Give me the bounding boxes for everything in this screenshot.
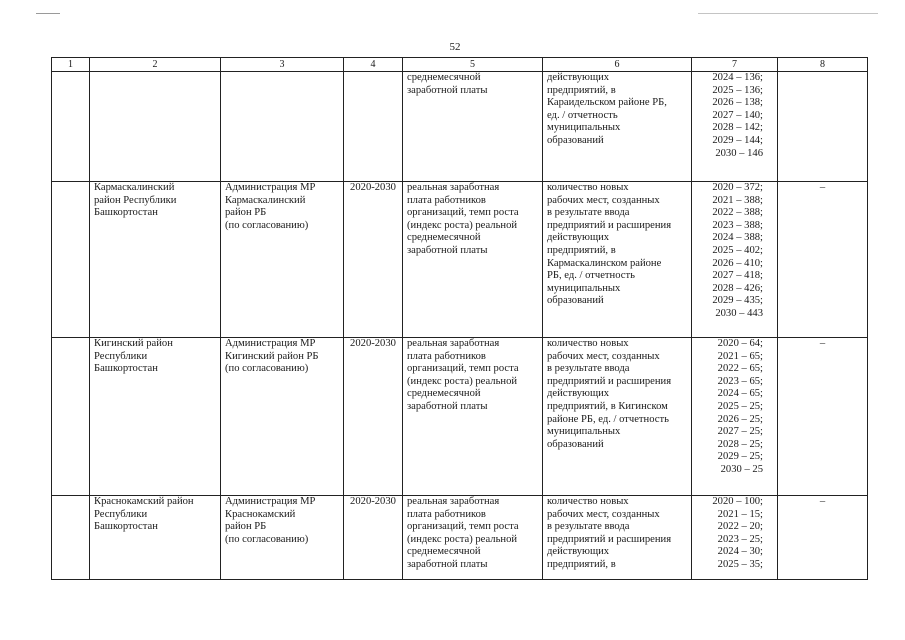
cell-line: 2030 – 146 (715, 147, 763, 159)
indicator-cell (403, 72, 543, 182)
cell-line: 2027 – 140; (712, 109, 763, 121)
cell-line: Краснокамский район (94, 496, 194, 507)
cell-line: Республики (94, 508, 148, 520)
cell-line: действующих (547, 72, 610, 83)
cell-line: 2022 – 20; (717, 521, 763, 533)
cell-line: реальная заработная (407, 338, 500, 349)
cell-line: 2028 – 426; (712, 282, 763, 294)
cell-line: предприятий, в Кигинском (547, 400, 668, 412)
cell-line: ед. / отчетность (547, 109, 618, 121)
cell-line: организаций, темп роста (407, 207, 519, 219)
yearly-values-cell (692, 182, 778, 338)
cell-line: Кармаскалинский (94, 182, 175, 193)
administration-cell (221, 496, 344, 580)
cell-line: предприятий и расширения (547, 533, 672, 545)
cell-line: среднемесячной (407, 388, 481, 400)
measure-cell (543, 338, 692, 496)
cell-line: 2022 – 65; (717, 363, 763, 375)
cell-line: количество новых (547, 496, 629, 507)
indicator-cell (403, 338, 543, 496)
column-header-1: 1 (52, 58, 90, 72)
cell-line: 2024 – 136; (712, 72, 763, 83)
cell-line: рабочих мест, созданных (547, 194, 660, 206)
cell-line: действующих (547, 546, 610, 558)
column-header-6: 6 (543, 58, 692, 72)
period-cell (344, 72, 403, 182)
cell-line: 2030 – 25 (720, 463, 763, 475)
cell-line: плата работников (407, 194, 486, 206)
cell-line: Администрация МР (225, 182, 316, 193)
cell-line: 2025 – 35; (717, 558, 763, 570)
cell-line: среднемесячной (407, 546, 481, 558)
administration-cell (221, 182, 344, 338)
cell-line: 2029 – 25; (717, 451, 763, 463)
column-header-7: 7 (692, 58, 778, 72)
cell-line: 2030 – 443 (715, 307, 763, 319)
cell-line: 2028 – 25; (717, 438, 763, 450)
cell-line: в результате ввода (547, 363, 630, 375)
cell-line: (индекс роста) реальной (407, 375, 518, 387)
column-header-8: 8 (778, 58, 868, 72)
yearly-values-cell (692, 338, 778, 496)
table-row (52, 182, 868, 338)
period-cell: 2020-2030 (344, 496, 403, 580)
cell-line: заработной платы (407, 84, 488, 96)
cell-line: Башкортостан (94, 363, 158, 375)
table-row (52, 72, 868, 182)
cell-line: Республики (94, 350, 148, 362)
cell-line: муниципальных (547, 426, 621, 438)
cell-line: 2024 – 30; (717, 546, 763, 558)
cell-line: 2021 – 15; (717, 508, 763, 520)
cell-line: 2029 – 435; (712, 295, 763, 307)
cell-line: среднемесячной (407, 232, 481, 244)
district-cell (90, 182, 221, 338)
column-header-4: 4 (344, 58, 403, 72)
cell-line: заработной платы (407, 244, 488, 256)
cell-line: Кигинский район РБ (225, 350, 319, 362)
cell-line: плата работников (407, 350, 486, 362)
cell-line: заработной платы (407, 400, 488, 412)
administration-cell (221, 338, 344, 496)
cell-line: 2025 – 25; (717, 400, 763, 412)
cell-line: 2020 – 64; (717, 338, 763, 349)
cell-line: 2023 – 65; (717, 375, 763, 387)
cell-line: среднемесячной (407, 72, 481, 83)
cell-line: Башкортостан (94, 521, 158, 533)
program-table (51, 57, 868, 580)
cell-line: в результате ввода (547, 521, 630, 533)
measure-cell (543, 496, 692, 580)
cell-line: образований (547, 295, 604, 307)
table-row (52, 338, 868, 496)
cell-line: Администрация МР (225, 496, 316, 507)
measure-cell (543, 182, 692, 338)
cell-line: рабочих мест, созданных (547, 350, 660, 362)
yearly-values-cell (692, 496, 778, 580)
cell-line: район Республики (94, 194, 177, 206)
cell-line: 2024 – 388; (712, 232, 763, 244)
cell-line: муниципальных (547, 282, 621, 294)
cell-line: 2023 – 25; (717, 533, 763, 545)
row-number-cell (52, 338, 90, 496)
cell-line: Кармаскалинский (225, 194, 306, 206)
row-number-cell (52, 496, 90, 580)
cell-line: 2028 – 142; (712, 122, 763, 134)
cell-line: Кармаскалинском районе (547, 257, 662, 269)
yearly-values-cell (692, 72, 778, 182)
cell-line: плата работников (407, 508, 486, 520)
cell-line: 2026 – 410; (712, 257, 763, 269)
cell-line: предприятий, в (547, 558, 616, 570)
cell-line: район РБ (225, 521, 267, 533)
administration-cell (221, 72, 344, 182)
cell-line: в результате ввода (547, 207, 630, 219)
indicator-cell (403, 182, 543, 338)
cell-line: Администрация МР (225, 338, 316, 349)
cell-line: предприятий, в (547, 244, 616, 256)
scan-mark-right (698, 13, 878, 14)
cell-line: 2022 – 388; (712, 207, 763, 219)
cell-line: образований (547, 134, 604, 146)
cell-line: заработной платы (407, 558, 488, 570)
cell-line: организаций, темп роста (407, 521, 519, 533)
note-cell: – (778, 338, 868, 496)
cell-line: (по согласованию) (225, 219, 309, 231)
district-cell (90, 338, 221, 496)
cell-line: действующих (547, 388, 610, 400)
cell-line: 2029 – 144; (712, 134, 763, 146)
cell-line: (по согласованию) (225, 533, 309, 545)
program-table-body (52, 58, 868, 580)
cell-line: РБ, ед. / отчетность (547, 270, 635, 282)
cell-line: 2027 – 418; (712, 270, 763, 282)
cell-line: муниципальных (547, 122, 621, 134)
cell-line: Кигинский район (94, 338, 173, 349)
cell-line: 2020 – 372; (712, 182, 763, 193)
cell-line: 2023 – 388; (712, 219, 763, 231)
cell-line: районе РБ, ед. / отчетность (547, 413, 669, 425)
column-header-2: 2 (90, 58, 221, 72)
cell-line: организаций, темп роста (407, 363, 519, 375)
note-cell: – (778, 182, 868, 338)
indicator-cell (403, 496, 543, 580)
district-cell (90, 72, 221, 182)
page-number: 52 (449, 41, 461, 53)
cell-line: 2027 – 25; (717, 426, 763, 438)
row-number-cell (52, 72, 90, 182)
column-header-5: 5 (403, 58, 543, 72)
cell-line: Башкортостан (94, 207, 158, 219)
table-header-row (52, 58, 868, 72)
cell-line: 2026 – 25; (717, 413, 763, 425)
cell-line: реальная заработная (407, 182, 500, 193)
cell-line: количество новых (547, 182, 629, 193)
cell-line: 2021 – 65; (717, 350, 763, 362)
period-cell: 2020-2030 (344, 182, 403, 338)
cell-line: район РБ (225, 207, 267, 219)
cell-line: действующих (547, 232, 610, 244)
note-cell: – (778, 496, 868, 580)
period-cell: 2020-2030 (344, 338, 403, 496)
cell-line: 2021 – 388; (712, 194, 763, 206)
cell-line: предприятий, в (547, 84, 616, 96)
cell-line: 2026 – 138; (712, 97, 763, 109)
cell-line: Караидельском районе РБ, (547, 97, 667, 109)
cell-line: предприятий и расширения (547, 375, 672, 387)
scan-mark-left (36, 13, 60, 14)
cell-line: количество новых (547, 338, 629, 349)
row-number-cell (52, 182, 90, 338)
district-cell (90, 496, 221, 580)
cell-line: (по согласованию) (225, 363, 309, 375)
cell-line: 2025 – 402; (712, 244, 763, 256)
table-row (52, 496, 868, 580)
cell-line: образований (547, 438, 604, 450)
column-header-3: 3 (221, 58, 344, 72)
cell-line: 2020 – 100; (712, 496, 763, 507)
measure-cell (543, 72, 692, 182)
cell-line: предприятий и расширения (547, 219, 672, 231)
cell-line: Краснокамский (225, 508, 296, 520)
note-cell (778, 72, 868, 182)
cell-line: 2025 – 136; (712, 84, 763, 96)
cell-line: реальная заработная (407, 496, 500, 507)
cell-line: (индекс роста) реальной (407, 533, 518, 545)
cell-line: (индекс роста) реальной (407, 219, 518, 231)
cell-line: рабочих мест, созданных (547, 508, 660, 520)
cell-line: 2024 – 65; (717, 388, 763, 400)
